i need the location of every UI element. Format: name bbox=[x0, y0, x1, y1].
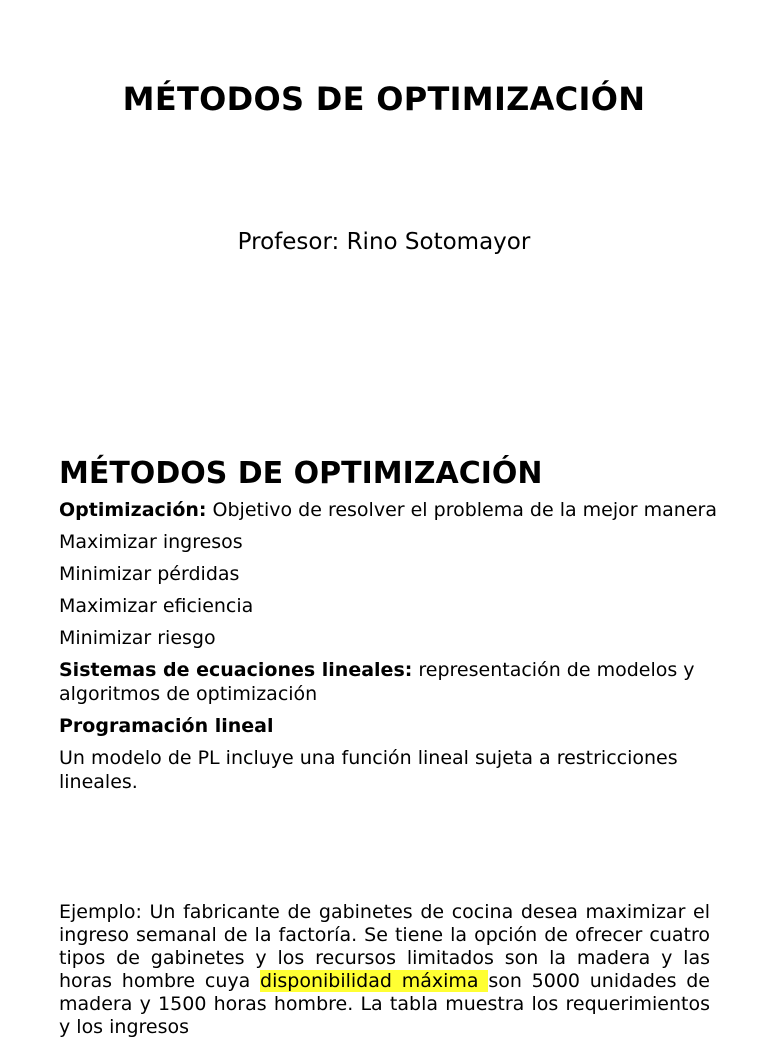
list-item: Maximizar ingresos bbox=[59, 531, 243, 553]
linear-systems-label: Sistemas de ecuaciones lineales: bbox=[59, 659, 413, 681]
linear-systems-definition bbox=[59, 658, 719, 706]
list-item: Maximizar eficiencia bbox=[59, 595, 254, 617]
list-item: Minimizar riesgo bbox=[59, 627, 216, 649]
optimization-definition bbox=[59, 498, 719, 522]
list-item: Minimizar pérdidas bbox=[59, 563, 240, 585]
section-title: MÉTODOS DE OPTIMIZACIÓN bbox=[59, 456, 543, 491]
example-text-part2: son 5000 unidades de madera y 1500 horas hombre. La tabla muestra los requerimientos y los ingresos bbox=[59, 970, 711, 1038]
highlighted-text: disponibilidad máxima bbox=[260, 970, 489, 992]
optimization-section bbox=[59, 454, 719, 802]
optimization-label: Optimización: bbox=[59, 499, 207, 521]
optimization-text: Objetivo de resolver el problema de la mejor manera bbox=[206, 499, 717, 521]
linear-programming-text: Un modelo de PL incluye una función lineal sujeta a restricciones lineales. bbox=[59, 747, 678, 793]
example-paragraph bbox=[59, 901, 710, 1039]
linear-systems-text: representación de modelos y algoritmos de optimización bbox=[59, 659, 695, 705]
linear-programming-heading: Programación lineal bbox=[59, 715, 274, 737]
page-title: MÉTODOS DE OPTIMIZACIÓN bbox=[122, 80, 646, 118]
example-text-part1: Ejemplo: Un fabricante de gabinetes de cocina desea maximizar el ingreso semanal de la factoría. Se tiene la opción de ofrecer cuatro tipos de gabinetes y los recursos limitados son la madera y las horas hombre cuya bbox=[59, 901, 710, 992]
professor-name: Profesor: Rino Sotomayor bbox=[237, 229, 531, 255]
